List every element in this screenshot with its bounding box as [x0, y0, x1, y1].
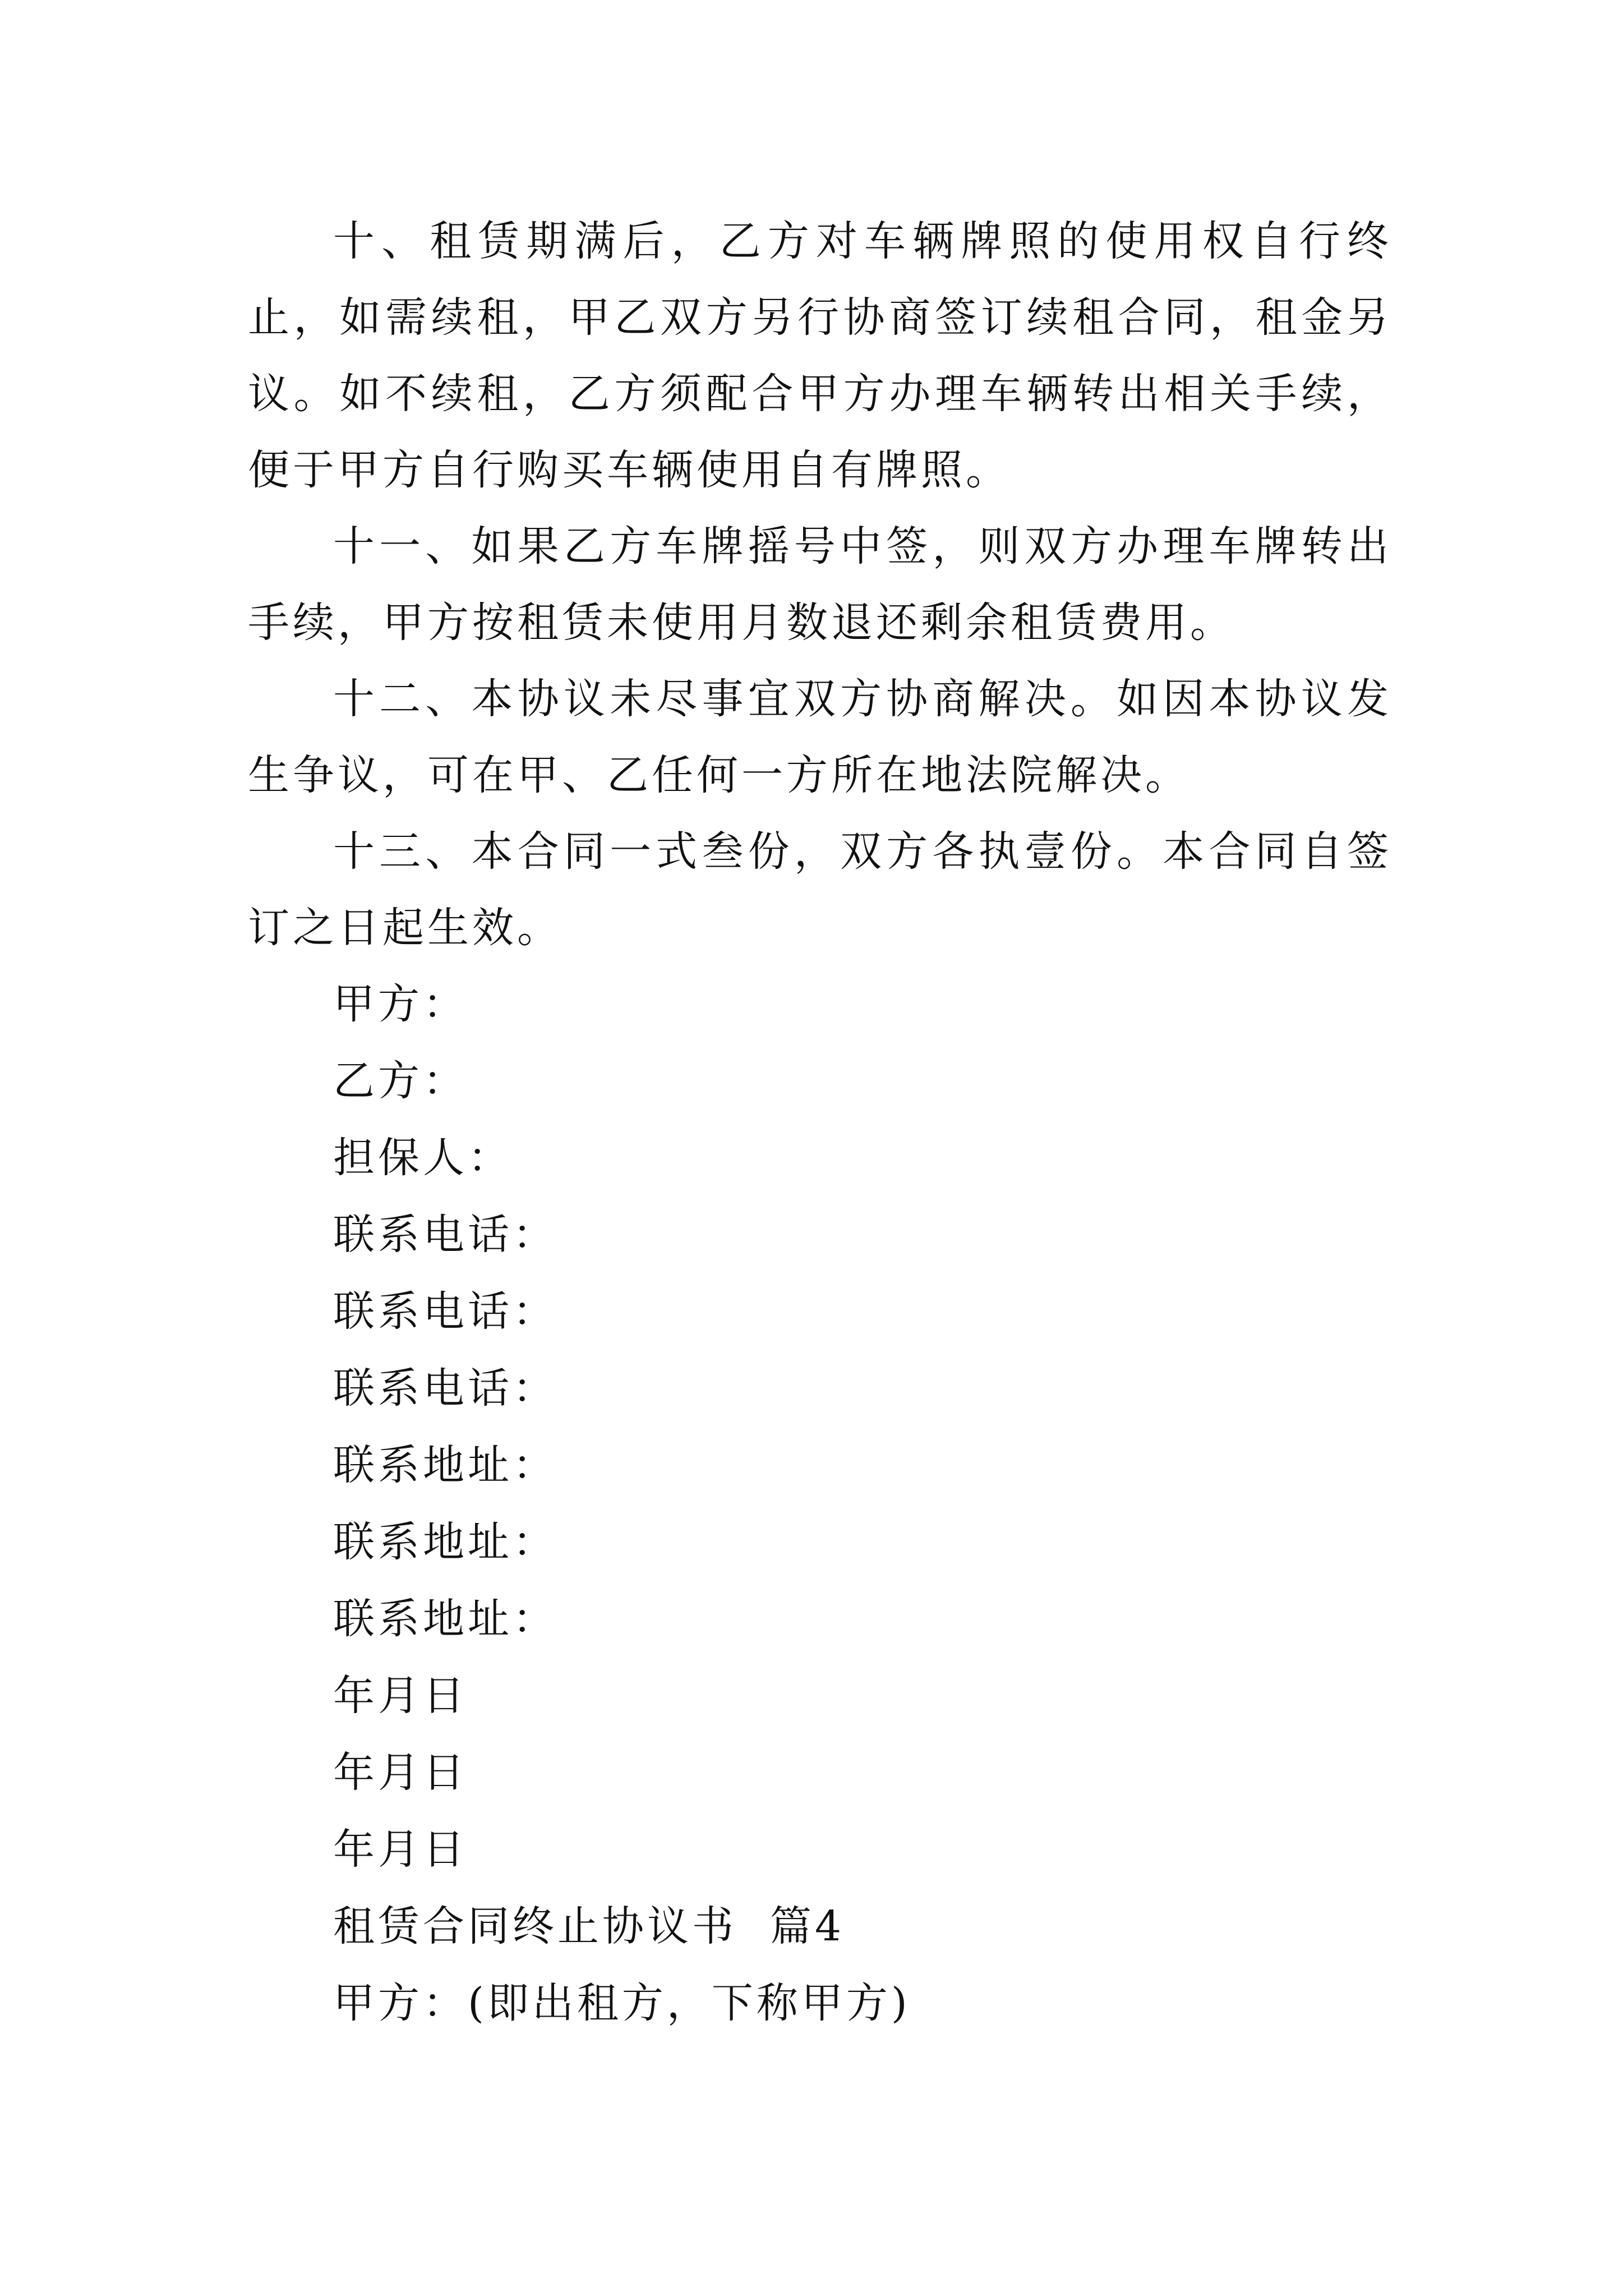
clause-13: 十三、本合同一式叁份，双方各执壹份。本合同自签订之日起生效。: [248, 827, 1392, 952]
clause-11: 十一、如果乙方车牌摇号中签，则双方办理车牌转出手续，甲方按租赁未使用月数退还剩余租赁费用。: [248, 522, 1392, 647]
party-a-definition: 甲方：(即出租方，下称甲方): [333, 1979, 911, 2027]
party-b-label: 乙方：: [333, 1057, 468, 1105]
document-body: [248, 203, 1392, 2042]
contact-phone-label: 联系电话：: [333, 1364, 557, 1412]
contact-address-label: 联系地址：: [333, 1518, 557, 1566]
contact-address-label: 联系地址：: [333, 1441, 557, 1489]
date-label: 年月日: [333, 1672, 468, 1720]
party-a-label: 甲方：: [333, 980, 468, 1028]
date-label: 年月日: [333, 1825, 468, 1874]
contact-address-label: 联系地址：: [333, 1595, 557, 1643]
date-label: 年月日: [333, 1749, 468, 1797]
contact-phone-label: 联系电话：: [333, 1211, 557, 1259]
clause-10: 十、租赁期满后，乙方对车辆牌照的使用权自行终止，如需续租，甲乙双方另行协商签订续租合同，租金另议。如不续租，乙方须配合甲方办理车辆转出相关手续，便于甲方自行购买车辆使用自有牌照。: [248, 217, 1392, 494]
section-title: 租赁合同终止协议书 篇4: [333, 1902, 845, 1950]
contact-phone-label: 联系电话：: [333, 1287, 557, 1336]
clause-12: 十二、本协议未尽事宜双方协商解决。如因本协议发生争议，可在甲、乙任何一方所在地法院解决。: [248, 675, 1392, 799]
guarantor-label: 担保人：: [333, 1134, 513, 1182]
